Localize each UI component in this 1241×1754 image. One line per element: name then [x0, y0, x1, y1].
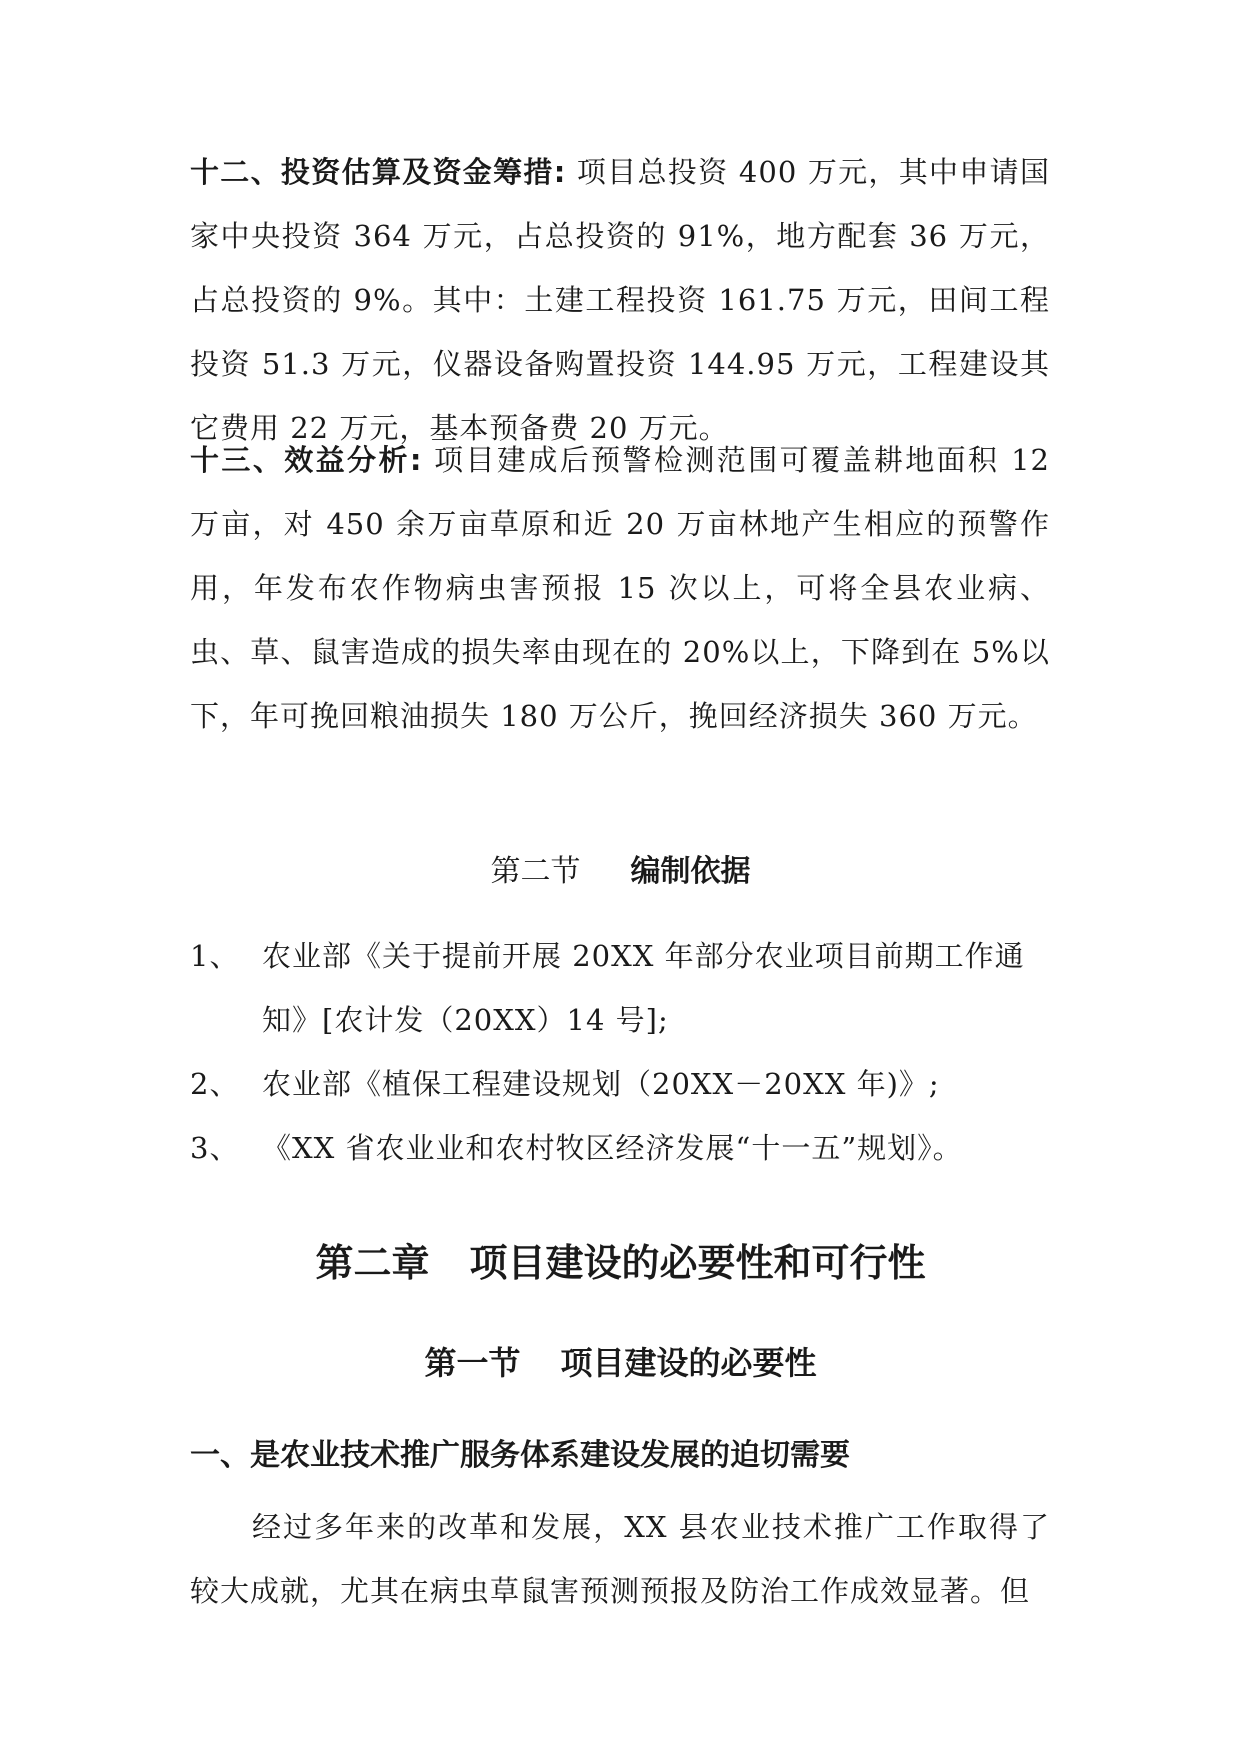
chapter-title: 项目建设的必要性和可行性: [469, 1241, 926, 1285]
chapter-number: 第二章: [315, 1241, 430, 1285]
text-benefit: 项目建成后预警检测范围可覆盖耕地面积 12 万亩，对 450 余万亩草原和近 20 万亩林地产生相应的预警作用，年发布农作物病虫害预报 15 次以上，可将全县农业病、虫、草、鼠害造成的损失率由现在的 20%以上，下降到在 5%以下，年可挽回粮油损失 180 万公斤，挽回经济损失 360 万元。: [190, 443, 1050, 733]
list-text: 农业部《植保工程建设规划（20XX－20XX 年)》;: [262, 1067, 940, 1101]
basis-list: [190, 924, 1060, 1180]
section-heading-necessity: [0, 1338, 1241, 1384]
list-number: 3、: [190, 1131, 240, 1165]
paragraph-investment: [190, 140, 1050, 460]
text-investment: 项目总投资 400 万元，其中申请国家中央投资 364 万元，占总投资的 91%，地方配套 36 万元，占总投资的 9%。其中：土建工程投资 161.75 万元，田间工程投资 51.3 万元，仪器设备购置投资 144.95 万元，工程建设其它费用 22 万元，基本预备费 20 万元。: [190, 155, 1050, 445]
section-heading-basis: [0, 846, 1241, 890]
list-text: 《XX 省农业业和农村牧区经济发展“十一五”规划》。: [262, 1131, 963, 1165]
list-text: 农业部《关于提前开展 20XX 年部分农业项目前期工作通知》[农计发（20XX）14 号];: [262, 939, 1025, 1037]
paragraph-benefit: [190, 428, 1050, 748]
heading-investment: 十二、投资估算及资金筹措:: [190, 155, 567, 189]
section-number: 第一节: [424, 1344, 521, 1382]
heading-benefit: 十三、效益分析:: [190, 443, 423, 477]
list-item: [190, 1116, 1060, 1180]
list-number: 1、: [190, 939, 240, 973]
list-number: 2、: [190, 1067, 240, 1101]
section-title: 编制依据: [630, 854, 751, 889]
list-item: [190, 1052, 1060, 1116]
point-heading: 一、是农业技术推广服务体系建设发展的迫切需要: [190, 1438, 850, 1473]
chapter-heading: [0, 1232, 1241, 1287]
point-body: 经过多年来的改革和发展，XX 县农业技术推广工作取得了较大成就，尤其在病虫草鼠害预测预报及防治工作成效显著。但: [190, 1510, 1050, 1608]
section-number: 第二节: [490, 854, 581, 889]
list-item: [190, 924, 1060, 1052]
section-title: 项目建设的必要性: [560, 1344, 817, 1382]
